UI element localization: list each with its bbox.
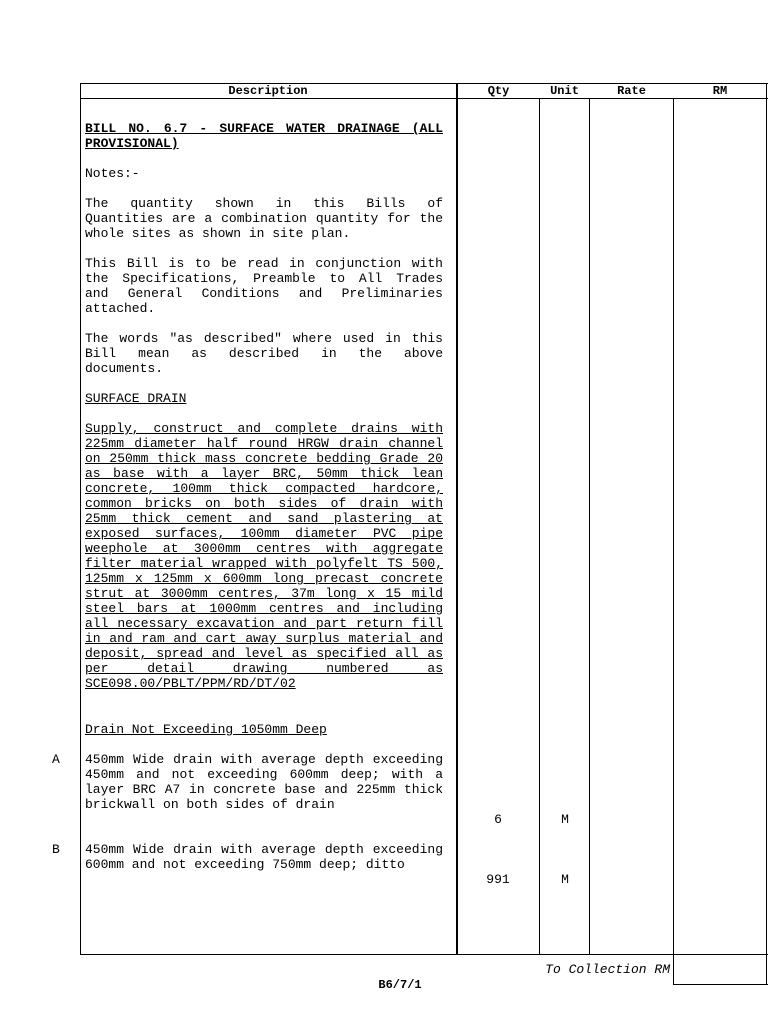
notes-label: Notes:- bbox=[85, 166, 140, 181]
item-ref-b: B bbox=[52, 842, 60, 857]
header-bottom-border bbox=[80, 98, 768, 99]
header-description: Description bbox=[228, 84, 308, 98]
collection-box-bottom bbox=[674, 984, 768, 985]
item-b-description: 450mm Wide drain with average depth exceeding 600mm and not exceeding 750mm deep; ditto bbox=[85, 842, 443, 872]
table-bottom-border bbox=[80, 954, 768, 955]
item-b-unit: M bbox=[561, 872, 569, 887]
item-a-unit: M bbox=[561, 812, 569, 827]
drain-specification: Supply, construct and complete drains with 225mm diameter half round HRGW drain channel on 250mm thick mass concrete bedding Grade 20 as base with a layer BRC, 50mm thick lean concrete, 100mm thick compacted hardcore, common bricks on both sides of drain with 25mm thick cement and sand plastering at exposed surfaces, 100mm diameter PVC pipe weephole at 3000mm centres with aggregate filter material wrapped with polyfelt TS 500, 125mm x 125mm x 600mm long precast concrete strut at 3000mm centres, 37m long x 15 mild steel bars at 1000mm centres and including all necessary excavation and part return fill in and ram and cart away surplus material and deposit, spread and level as specified all as per detail drawing numbered as SCE098.00/PBLT/PPM/RD/DT/02 bbox=[85, 421, 443, 691]
header-qty: Qty bbox=[487, 84, 510, 98]
note-paragraph-3: The words "as described" where used in this Bill mean as described in the above documents. bbox=[85, 331, 443, 376]
collection-label: To Collection RM bbox=[545, 962, 670, 977]
section-title: SURFACE DRAIN bbox=[85, 391, 187, 406]
header-rm: RM bbox=[712, 84, 728, 98]
item-ref-a: A bbox=[52, 752, 60, 767]
item-a-qty: 6 bbox=[494, 812, 502, 827]
header-unit: Unit bbox=[550, 84, 579, 98]
header-rate: Rate bbox=[617, 84, 646, 98]
subheading-drain-depth: Drain Not Exceeding 1050mm Deep bbox=[85, 722, 327, 737]
note-paragraph-1: The quantity shown in this Bills of Quantities are a combination quantity for the whole sites as shown in site plan. bbox=[85, 196, 443, 241]
bill-title-line1: BILL NO. 6.7 - SURFACE WATER DRAINAGE (ALL bbox=[85, 121, 443, 136]
note-paragraph-2: This Bill is to be read in conjunction with the Specifications, Preamble to All Trades and General Conditions and Preliminaries attached. bbox=[85, 256, 443, 316]
item-a-description: 450mm Wide drain with average depth exceeding 450mm and not exceeding 600mm deep; with a layer BRC A7 in concrete base and 225mm thick brickwall on both sides of drain bbox=[85, 752, 443, 812]
bill-title-line2: PROVISIONAL) bbox=[85, 136, 179, 151]
col-border-right bbox=[766, 83, 767, 985]
page-number: B6/7/1 bbox=[378, 978, 422, 992]
col-border-rate-rm bbox=[673, 98, 674, 985]
col-border-left bbox=[80, 83, 81, 955]
item-b-qty: 991 bbox=[486, 872, 510, 887]
